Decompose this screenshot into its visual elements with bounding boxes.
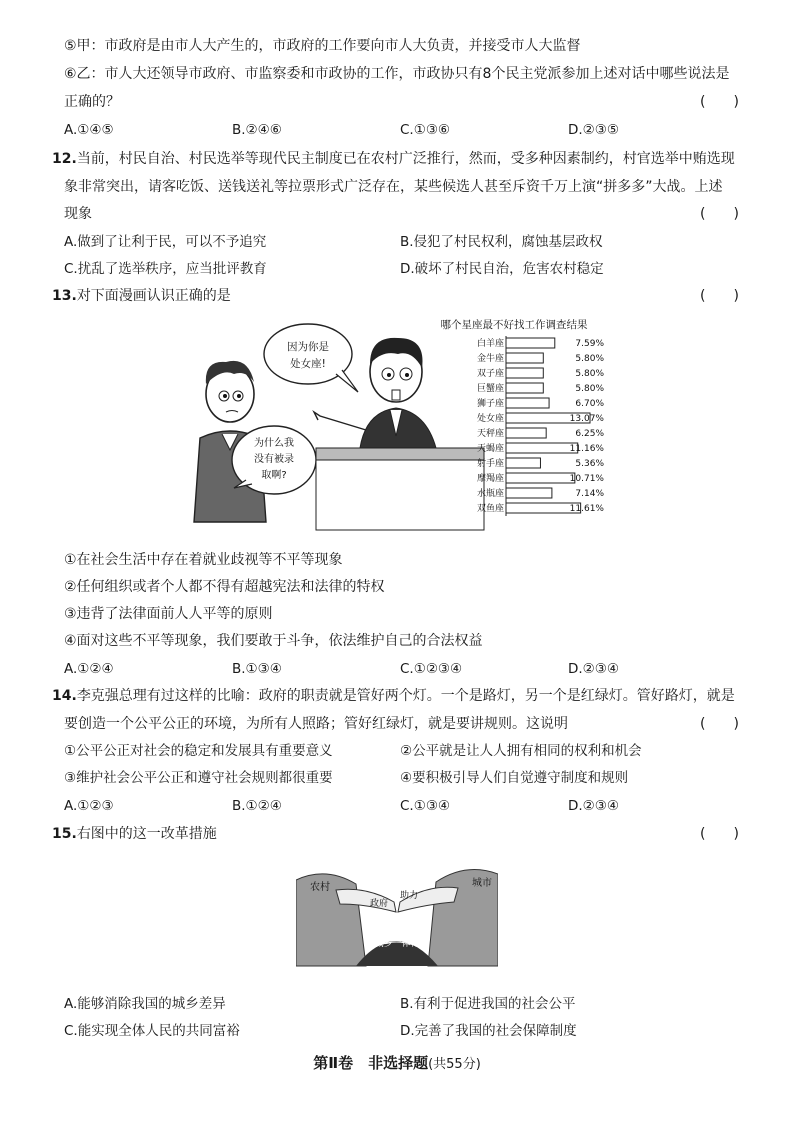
speech-bubble-left — [232, 426, 316, 494]
option-b[interactable]: B.①②④ — [232, 798, 282, 814]
bubble-left-line-2: 没有被录 — [254, 454, 294, 465]
question-number: 14. — [52, 688, 77, 704]
section-title: 第Ⅱ卷 非选择题 — [313, 1054, 429, 1072]
option-a[interactable]: A.能够消除我国的城乡差异 — [64, 996, 226, 1012]
section-subtitle: (共55分) — [428, 1057, 481, 1072]
bubble-right-line-1: 因为你是 — [287, 341, 329, 353]
value-label: 6.25% — [575, 429, 604, 439]
statement-5: ⑤甲：市政府是由市人大产生的，市政府的工作要向市人大负责，并接受市人大监督 — [64, 38, 581, 54]
statement-4: ④面对这些不平等现象，我们要敢于斗争，依法维护自己的合法权益 — [64, 633, 483, 649]
option-d[interactable]: D.破坏了村民自治，危害农村稳定 — [400, 261, 604, 277]
option-c[interactable]: C.①②③④ — [400, 661, 463, 677]
category-label: 双鱼座 — [476, 504, 504, 514]
question-number: 12. — [52, 151, 77, 167]
option-c[interactable]: C.能实现全体人民的共同富裕 — [64, 1023, 240, 1039]
value-label: 13.07% — [569, 414, 604, 424]
question-text: 现象 — [64, 206, 92, 222]
value-label: 5.80% — [575, 369, 604, 379]
integration-label: 城乡一体化 — [374, 939, 420, 949]
value-label: 6.70% — [575, 399, 604, 409]
category-label: 白羊座 — [476, 339, 504, 349]
option-a[interactable]: A.①②④ — [64, 661, 114, 677]
bar — [506, 353, 543, 363]
category-label: 巨蟹座 — [476, 384, 504, 394]
category-label: 天蝎座 — [476, 444, 504, 454]
value-label: 10.71% — [569, 474, 604, 484]
bar — [506, 458, 540, 468]
question-text: 右图中的这一改革措施 — [76, 826, 217, 842]
bar — [506, 443, 578, 453]
desk-front — [316, 460, 484, 530]
question-text: 象非常突出，请客吃饭、送钱送礼等拉票形式广泛存在，某些候选人甚至斥资千万上演“拼多多”大战。上述 — [64, 179, 723, 195]
statement-1: ①公平公正对社会的稳定和发展具有重要意义 — [64, 743, 333, 759]
category-label: 双子座 — [476, 369, 504, 379]
bubble-left-line-3: 取啊? — [261, 470, 287, 481]
option-b[interactable]: B.侵犯了村民权利，腐蚀基层政权 — [400, 234, 603, 250]
question-text: 当前，村民自治、村民选举等现代民主制度已在农村广泛推行，然而，受多种因素制约，村官选举中贿选现 — [76, 151, 735, 167]
option-c[interactable]: C.①③⑥ — [400, 122, 451, 138]
value-label: 7.14% — [575, 489, 604, 499]
category-label: 金牛座 — [476, 354, 504, 364]
bar — [506, 398, 549, 408]
bar — [506, 383, 543, 393]
category-label: 狮子座 — [476, 399, 504, 409]
value-label: 5.36% — [575, 459, 604, 469]
category-label: 天秤座 — [476, 429, 504, 439]
question-13 — [52, 286, 231, 306]
answer-blank[interactable]: ( ) — [700, 94, 739, 110]
option-d[interactable]: D.②③④ — [568, 661, 619, 677]
value-label: 11.61% — [569, 504, 604, 514]
statement-2: ②公平就是让人人拥有相同的权利和机会 — [400, 743, 642, 759]
bubble-left-line-1: 为什么我 — [254, 438, 294, 449]
value-label: 7.59% — [575, 339, 604, 349]
option-c[interactable]: C.扰乱了选举秩序，应当批评教育 — [64, 261, 267, 277]
option-d[interactable]: D.完善了我国的社会保障制度 — [400, 1023, 577, 1039]
option-d[interactable]: D.②③⑤ — [568, 122, 619, 138]
urban-label: 城市 — [472, 878, 492, 889]
answer-blank[interactable]: ( ) — [700, 206, 739, 222]
question-number: 15. — [52, 826, 77, 842]
statement-1: ①在社会生活中存在着就业歧视等不平等现象 — [64, 552, 343, 568]
question-text: 对下面漫画认识正确的是 — [76, 288, 231, 304]
support-label: 助力 — [400, 891, 419, 901]
value-label: 11.16% — [569, 444, 604, 454]
question-number: 13. — [52, 288, 77, 304]
option-c[interactable]: C.①③④ — [400, 798, 451, 814]
rural-label: 农村 — [310, 882, 330, 893]
speech-bubble-right — [264, 324, 358, 392]
category-label: 射手座 — [476, 459, 504, 469]
bar — [506, 473, 575, 483]
desk-top — [316, 448, 484, 460]
bar — [506, 368, 543, 378]
question-12 — [52, 149, 735, 169]
question-15 — [52, 824, 217, 844]
section-heading — [0, 1052, 794, 1073]
option-a[interactable]: A.①④⑤ — [64, 122, 114, 138]
option-b[interactable]: B.有利于促进我国的社会公平 — [400, 996, 576, 1012]
urban-rural-figure — [296, 856, 498, 970]
category-label: 处女座 — [476, 414, 504, 424]
value-label: 5.80% — [575, 384, 604, 394]
statement-4: ④要积极引导人们自觉遵守制度和规则 — [400, 770, 629, 786]
question-14 — [52, 686, 735, 706]
cartoon-figure — [186, 312, 626, 534]
bar — [506, 338, 555, 348]
option-a[interactable]: A.做到了让利于民，可以不予追究 — [64, 234, 267, 250]
answer-blank[interactable]: ( ) — [700, 288, 739, 304]
option-d[interactable]: D.②③④ — [568, 798, 619, 814]
statement-3: ③维护社会公平公正和遵守社会规则都很重要 — [64, 770, 333, 786]
bubble-right-line-2: 处女座! — [290, 358, 326, 370]
category-label: 摩羯座 — [476, 474, 504, 484]
statement-6: ⑥乙：市人大还领导市政府、市监察委和市政协的工作，市政协只有8个民主党派参加上述对话中哪些说法是 — [64, 66, 730, 82]
category-label: 水瓶座 — [476, 489, 504, 499]
statement-3: ③违背了法律面前人人平等的原则 — [64, 606, 273, 622]
question-text-continued: 正确的？ — [64, 94, 120, 110]
bar — [506, 488, 552, 498]
option-b[interactable]: B.②④⑥ — [232, 122, 282, 138]
option-a[interactable]: A.①②③ — [64, 798, 114, 814]
question-text: 要创造一个公平公正的环境，为所有人照路；管好红绿灯，就是要讲规则。这说明 — [64, 716, 568, 732]
value-label: 5.80% — [575, 354, 604, 364]
chart-title: 哪个星座最不好找工作调查结果 — [440, 319, 588, 331]
rural-cliff — [296, 874, 366, 966]
question-text: 李克强总理有过这样的比喻：政府的职责就是管好两个灯。一个是路灯，另一个是红绿灯。管好路灯，就是 — [76, 688, 735, 704]
bar — [506, 428, 546, 438]
statement-2: ②任何组织或者个人都不得有超越宪法和法律的特权 — [64, 579, 385, 595]
option-b[interactable]: B.①③④ — [232, 661, 282, 677]
answer-blank[interactable]: ( ) — [700, 826, 739, 842]
answer-blank[interactable]: ( ) — [700, 716, 739, 732]
government-label: 政府 — [370, 899, 389, 909]
